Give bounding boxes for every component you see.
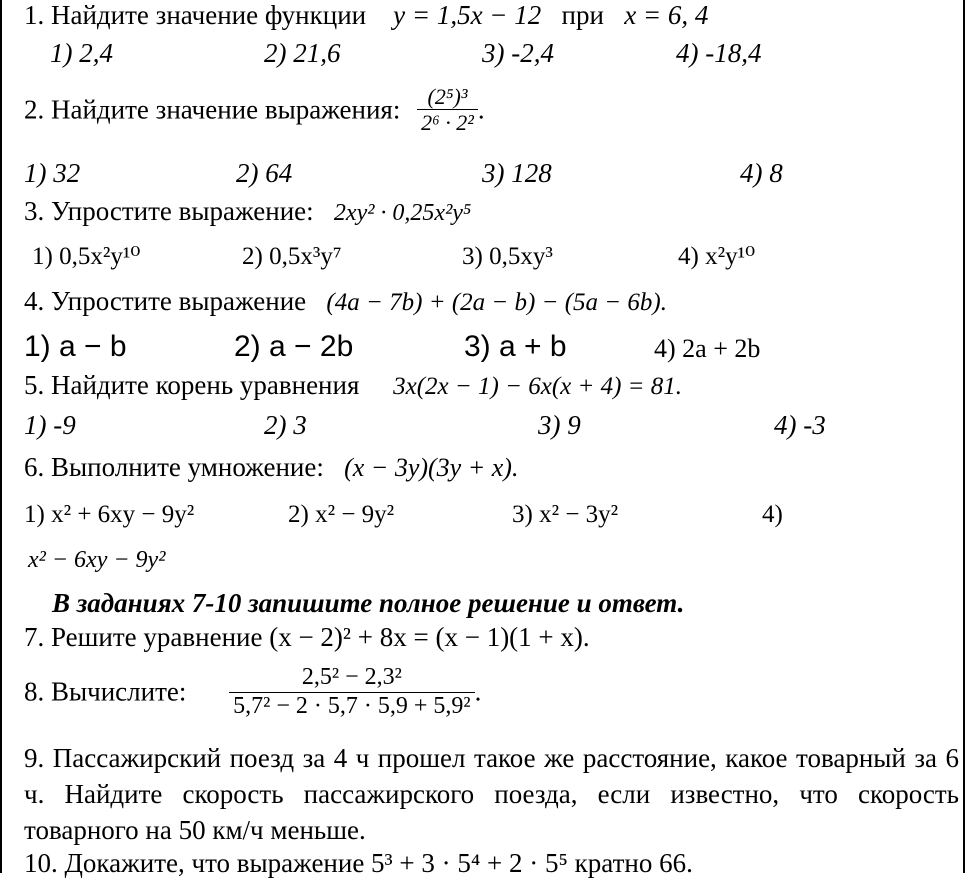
q6-answer-4: 4) — [762, 501, 783, 528]
q6-text: 6. Выполните умножение: — [24, 452, 324, 482]
q5-answer-2: 2) 3 — [264, 410, 307, 440]
q6-answer-3: 3) x² − 3y² — [512, 501, 619, 528]
q1-text: 1. Найдите значение функции — [24, 0, 367, 30]
q2-answer-4: 4) 8 — [740, 158, 783, 188]
q4-text: 4. Упростите выражение — [24, 286, 307, 316]
q5-answer-4: 4) -3 — [774, 410, 826, 440]
q4-answer-1 — [24, 332, 127, 362]
q1-line — [24, 2, 708, 29]
q1-expr: y = 1,5x − 12 — [393, 0, 542, 30]
q4-answer-2 — [234, 332, 353, 362]
q6-answer-4-cont: x² − 6xy − 9y² — [28, 547, 166, 573]
q8-fraction — [229, 664, 474, 720]
q2-answer-3: 3) 128 — [482, 158, 552, 188]
q9-paragraph: 9. Пассажирский поезд за 4 ч прошел такое же расстояние, какое товарный за 6 ч. Найдите скорость пассажирского поезда, если известно, что скорость товарного на 50 км/ч меньше. — [24, 743, 959, 845]
q3-answer-3: 3) 0,5xy³ — [462, 243, 553, 270]
q8-line: 8. Вычислите: $\frac{\text{2,5² − 2,3²}}{\text{5,7² − 2 · 5,7 · 5,9 + 5,9²}}$ . — [24, 664, 482, 719]
q5-answer-3: 3) 9 — [538, 410, 581, 440]
q6-line — [24, 454, 518, 481]
q2-numerator: (2⁵)³ — [417, 84, 478, 110]
q10-line: 10. Докажите, что выражение 5³ + 3 · 5⁴ + 2 · 5⁵ кратно 66. — [24, 848, 693, 878]
q7-line: 7. Решите уравнение (x − 2)² + 8x = (x − 1)(1 + x). — [24, 622, 590, 652]
q6-answer-1: 1) x² + 6xy − 9y² — [24, 501, 195, 528]
q8-numerator: 2,5² − 2,3² — [229, 664, 474, 693]
q1-answer-4: 4) -18,4 — [676, 38, 762, 68]
q1-answer-1: 1) 2,4 — [50, 38, 113, 68]
q2-line: 2. Найдите значение выражения: $\frac{\text{(2⁵)³}}{\text{2⁶ · 2²}}$ . — [24, 84, 485, 136]
q2-answer-1: 1) 32 — [24, 158, 81, 188]
q4-line — [24, 288, 667, 315]
q5-line — [24, 372, 682, 399]
q6-answer-2: 2) x² − 9y² — [288, 501, 395, 528]
q3-answer-1: 1) 0,5x²y¹⁰ — [32, 243, 141, 270]
instruction-heading: В заданиях 7-10 запишите полное решение и ответ. — [52, 588, 685, 618]
q3-expr: 2xy² · 0,25x²y⁵ — [333, 200, 472, 226]
q4-answer-2-text: 2) a − 2b — [234, 330, 354, 363]
q4-expr: (4a − 7b) + (2a − b) − (5a − 6b). — [326, 289, 667, 316]
q3-answer-2: 2) 0,5x³y⁷ — [242, 243, 342, 270]
q2-denominator: 2⁶ · 2² — [421, 110, 474, 136]
q1-when: при — [561, 0, 604, 30]
q3-line — [24, 198, 471, 225]
q3-text: 3. Упростите выражение: — [24, 196, 314, 226]
q4-answer-1-text: 1) a − b — [24, 330, 127, 363]
q5-answer-1: 1) -9 — [24, 410, 76, 440]
q2-fraction — [417, 84, 478, 136]
q5-text: 5. Найдите корень уравнения — [24, 370, 360, 400]
q1-answer-2: 2) 21,6 — [264, 38, 341, 68]
q8-text: 8. Вычислите: — [24, 676, 187, 707]
q4-answer-3-text: 3) a + b — [464, 330, 567, 363]
q4-answer-3 — [464, 332, 567, 362]
q2-text: 2. Найдите значение выражения: — [24, 94, 401, 125]
q1-cond: x = 6, 4 — [624, 0, 709, 30]
q1-answer-3: 3) -2,4 — [482, 38, 554, 68]
q2-answer-2: 2) 64 — [236, 158, 293, 188]
q5-expr: 3x(2x − 1) − 6x(x + 4) = 81. — [393, 373, 683, 400]
q4-answer-4: 4) 2a + 2b — [654, 334, 761, 363]
q6-expr: (x − 3y)(3y + x). — [344, 453, 519, 482]
q8-denominator: 5,7² − 2 · 5,7 · 5,9 + 5,9² — [233, 692, 471, 719]
q3-answer-4: 4) x²y¹⁰ — [678, 243, 756, 270]
